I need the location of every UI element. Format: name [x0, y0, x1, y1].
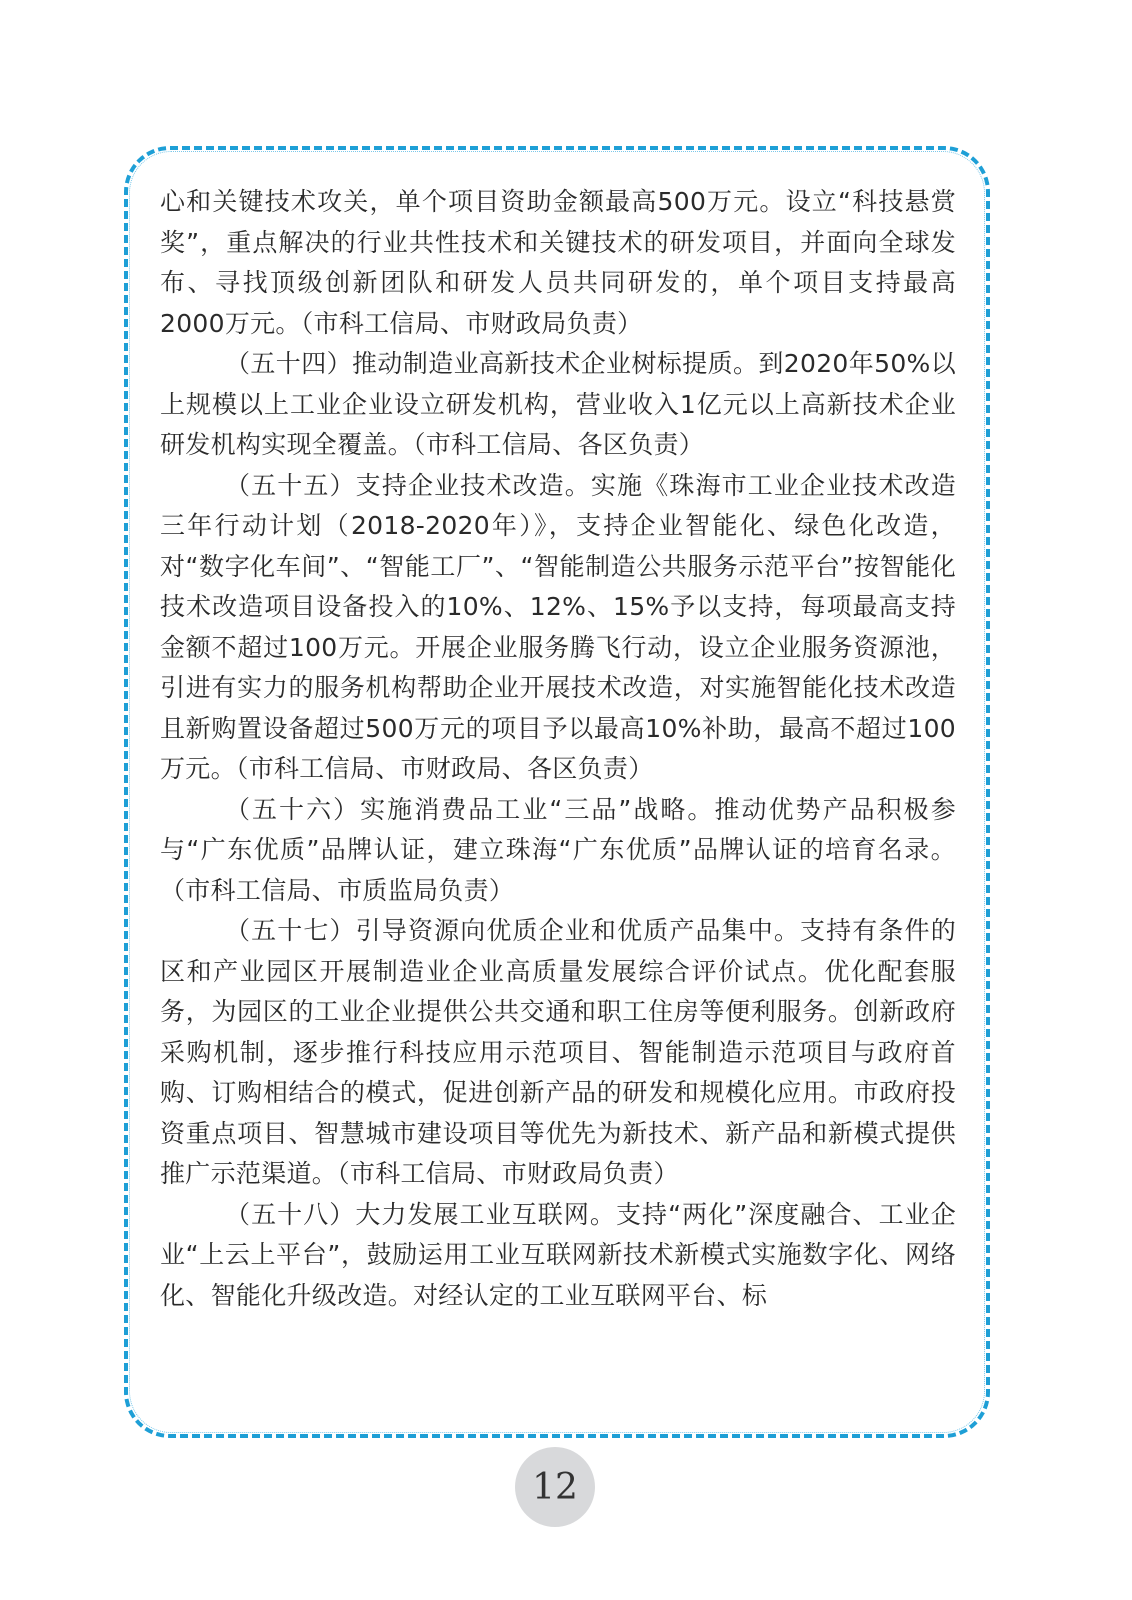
paragraph-continuation: 心和关键技术攻关，单个项目资助金额最高500万元。设立“科技悬赏奖”，重点解决的行业共性技术和关键技术的研发项目，并面向全球发布、寻找顶级创新团队和研发人员共同研发的，单个项目支持最高2000万元。（市科工信局、市财政局负责）: [160, 187, 956, 338]
page-number-badge: [515, 1447, 595, 1527]
page-number: 12: [532, 1466, 578, 1508]
paragraph-item-56: （五十六）实施消费品工业“三品”战略。推动优势产品积极参与“广东优质”品牌认证，建立珠海“广东优质”品牌认证的培育名录。（市科工信局、市质监局负责）: [160, 794, 956, 905]
paragraph-item-55: （五十五）支持企业技术改造。实施《珠海市工业企业技术改造三年行动计划（2018-2020年）》，支持企业智能化、绿色化改造，对“数字化车间”、“智能工厂”、“智能制造公共服务示范平台”按智能化技术改造项目设备投入的10%、12%、15%予以支持，每项最高支持金额不超过100万元。开展企业服务腾飞行动，设立企业服务资源池，引进有实力的服务机构帮助企业开展技术改造，对实施智能化技术改造且新购置设备超过500万元的项目予以最高10%补助，最高不超过100万元。（市科工信局、市财政局、各区负责）: [160, 470, 956, 783]
document-body: [160, 182, 956, 1316]
paragraph-item-58: （五十八）大力发展工业互联网。支持“两化”深度融合、工业企业“上云上平台”，鼓励运用工业互联网新技术新模式实施数字化、网络化、智能化升级改造。对经认定的工业互联网平台、标: [160, 1199, 956, 1310]
paragraph-item-54: （五十四）推动制造业高新技术企业树标提质。到2020年50%以上规模以上工业企业设立研发机构，营业收入1亿元以上高新技术企业研发机构实现全覆盖。（市科工信局、各区负责）: [160, 349, 956, 459]
paragraph-item-57: （五十七）引导资源向优质企业和优质产品集中。支持有条件的区和产业园区开展制造业企业高质量发展综合评价试点。优化配套服务，为园区的工业企业提供公共交通和职工住房等便利服务。创新政府采购机制，逐步推行科技应用示范项目、智能制造示范项目与政府首购、订购相结合的模式，促进创新产品的研发和规模化应用。市政府投资重点项目、智慧城市建设项目等优先为新技术、新产品和新模式提供推广示范渠道。（市科工信局、市财政局负责）: [160, 916, 956, 1188]
